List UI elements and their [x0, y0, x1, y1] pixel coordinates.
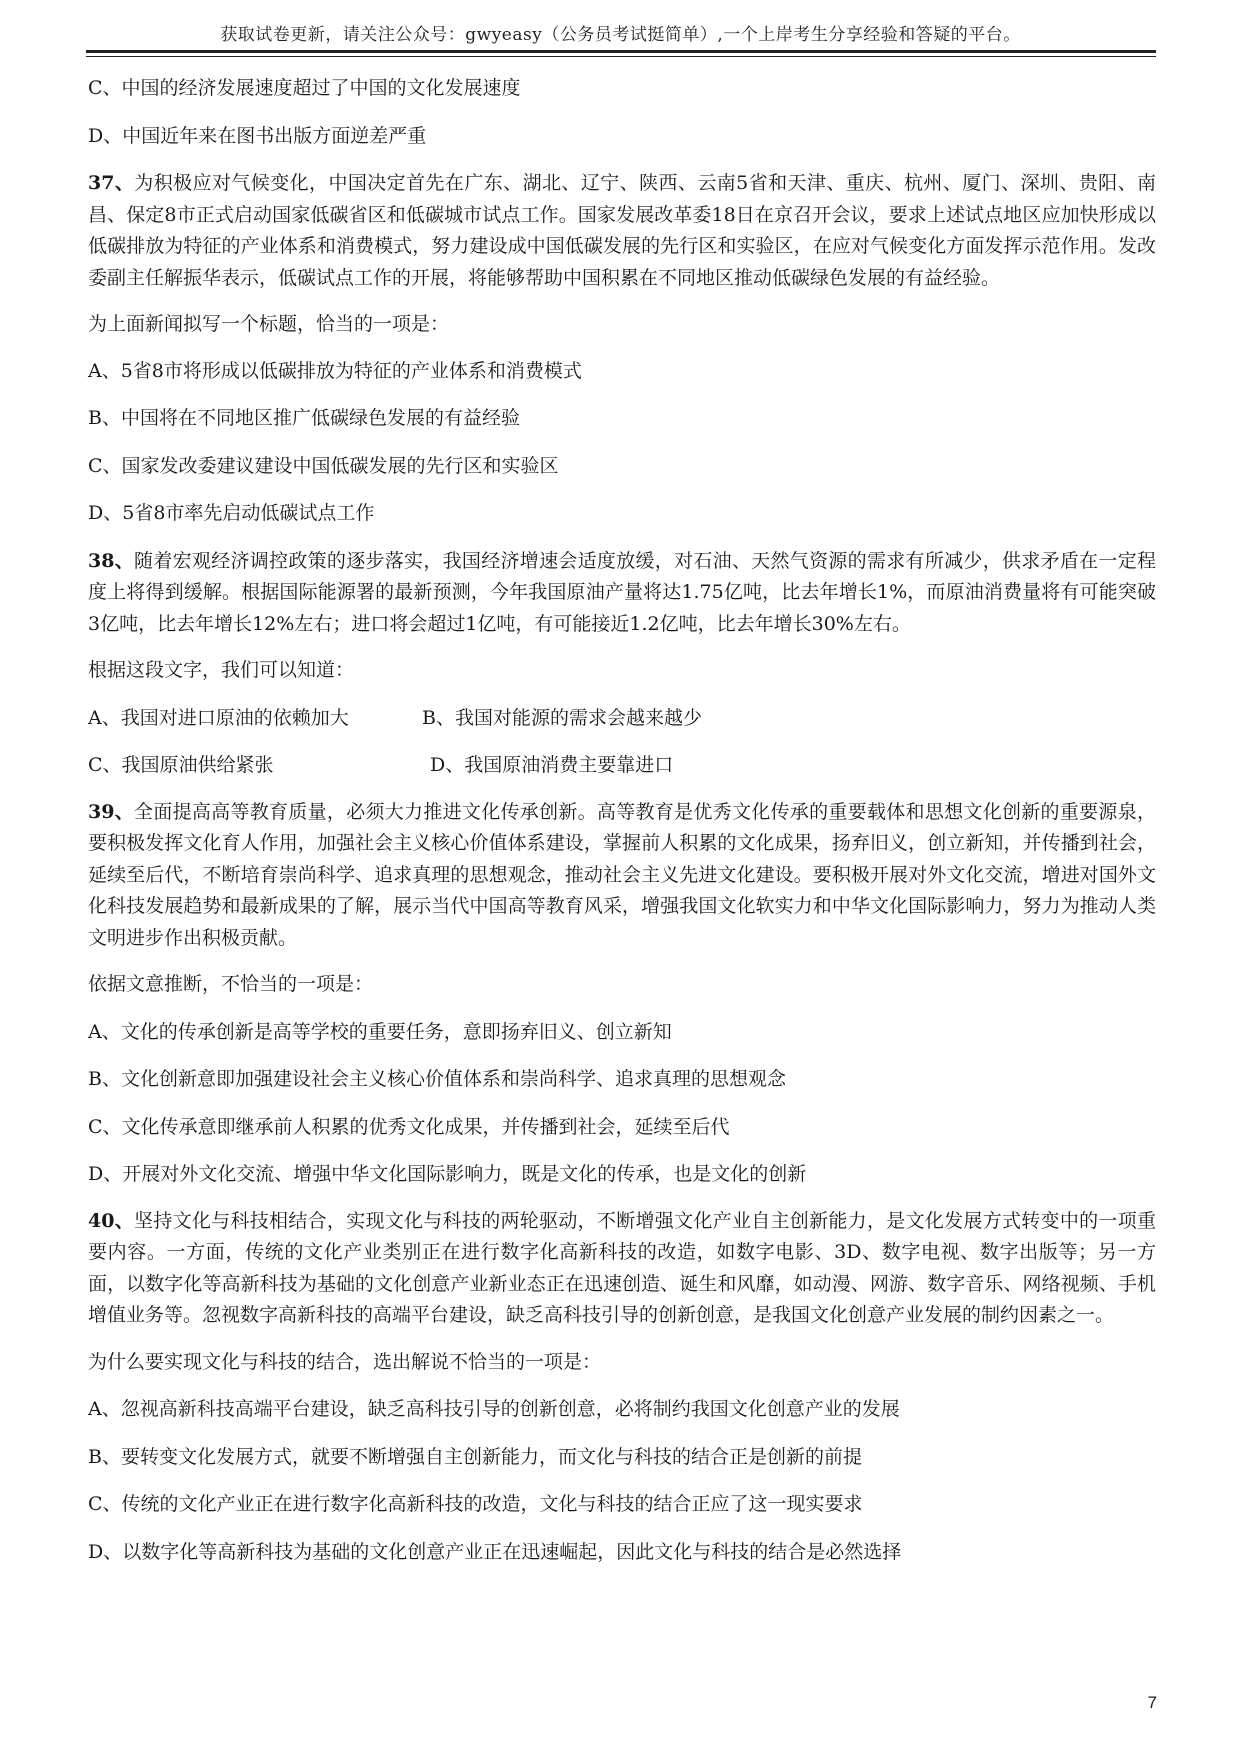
option-b: B、我国对能源的需求会越来越少	[422, 706, 702, 729]
page-header: 获取试卷更新，请关注公众号：gwyeasy（公务员考试挺简单）,一个上岸考生分享经验和答疑的平台。	[220, 25, 1021, 45]
page-number: 7	[1147, 1693, 1157, 1712]
prev-option-d: D、中国近年来在图书出版方面逆差严重	[88, 124, 427, 147]
question-37	[88, 168, 1156, 294]
options-row-cd	[88, 750, 1156, 782]
option-d: D、5省8市率先启动低碳试点工作	[88, 502, 375, 524]
option-a: A、我国对进口原油的依赖加大	[88, 706, 349, 729]
question-prompt: 为什么要实现文化与科技的结合，选出解说不恰当的一项是：	[88, 1350, 602, 1373]
question-prompt: 依据文意推断，不恰当的一项是：	[88, 973, 374, 995]
question-text: 随着宏观经济调控政策的逐步落实，我国经济增速会适度放缓，对石油、天然气资源的需求有所减少，供求矛盾在一定程度上将得到缓解。根据国际能源署的最新预测，今年我国原油产量将达1.75亿吨，比去年增长1%，而原油消费量将有可能突破3亿吨，比去年增长12%左右；进口将会超过1亿吨，有可能接近1.2亿吨，比去年增长30%左右。	[88, 549, 1156, 635]
option-c: C、文化传承意即继承前人积累的优秀文化成果，并传播到社会，延续至后代	[88, 1115, 730, 1138]
option-a: A、文化的传承创新是高等学校的重要任务，意即扬弃旧义、创立新知	[88, 1020, 672, 1043]
question-text: 全面提高高等教育质量，必须大力推进文化传承创新。高等教育是优秀文化传承的重要载体和思想文化创新的重要源泉，要积极发挥文化育人作用，加强社会主义核心价值体系建设，掌握前人积累的文化成果，扬弃旧义，创立新知，并传播到社会，延续至后代，不断培育崇尚科学、追求真理的思想观念，推动社会主义先进文化建设。要积极开展对外文化交流，增进对国外文化科技发展趋势和最新成果的了解，展示当代中国高等教育风采，增强我国文化软实力和中华文化国际影响力，努力为推动人类文明进步作出积极贡献。	[88, 800, 1156, 949]
option-b: B、中国将在不同地区推广低碳绿色发展的有益经验	[88, 407, 520, 429]
option-a: A、忽视高新科技高端平台建设，缺乏高科技引导的创新创意，必将制约我国文化创意产业的发展	[88, 1398, 900, 1420]
option-d: D、以数字化等高新科技为基础的文化创意产业正在迅速崛起，因此文化与科技的结合是必然选择	[88, 1540, 902, 1563]
option-c: C、传统的文化产业正在进行数字化高新科技的改造，文化与科技的结合正应了这一现实要求	[88, 1493, 863, 1515]
options-row-ab	[88, 703, 1156, 735]
question-number: 37、	[88, 172, 135, 194]
header-rule-thin	[86, 56, 1156, 57]
question-prompt: 为上面新闻拟写一个标题，恰当的一项是：	[88, 313, 450, 335]
option-a: A、5省8市将形成以低碳排放为特征的产业体系和消费模式	[88, 359, 582, 382]
question-number: 39、	[88, 800, 135, 823]
question-number: 38、	[88, 549, 135, 572]
question-39	[88, 797, 1156, 955]
header-rule-thick	[86, 50, 1156, 53]
option-d: D、开展对外文化交流、增强中华文化国际影响力，既是文化的传承，也是文化的创新	[88, 1163, 807, 1185]
question-prompt: 根据这段文字，我们可以知道：	[88, 659, 355, 681]
option-d: D、我国原油消费主要靠进口	[430, 754, 674, 776]
question-number: 40、	[88, 1209, 135, 1232]
question-text: 坚持文化与科技相结合，实现文化与科技的两轮驱动，不断增强文化产业自主创新能力，是文化发展方式转变中的一项重要内容。一方面，传统的文化产业类别正在进行数字化高新科技的改造，如数字电影、3D、数字电视、数字出版等；另一方面，以数字化等高新科技为基础的文化创意产业新业态正在迅速创造、诞生和风靡，如动漫、网游、数字音乐、网络视频、手机增值业务等。忽视数字高新科技的高端平台建设，缺乏高科技引导的创新创意，是我国文化创意产业发展的制约因素之一。	[88, 1209, 1156, 1326]
question-text: 为积极应对气候变化，中国决定首先在广东、湖北、辽宁、陕西、云南5省和天津、重庆、杭州、厦门、深圳、贵阳、南昌、保定8市正式启动国家低碳省区和低碳城市试点工作。国家发展改革委18日在京召开会议，要求上述试点地区应加快形成以低碳排放为特征的产业体系和消费模式，努力建设成中国低碳发展的先行区和实验区，在应对气候变化方面发挥示范作用。发改委副主任解振华表示，低碳试点工作的开展，将能够帮助中国积累在不同地区推动低碳绿色发展的有益经验。	[88, 172, 1156, 289]
option-b: B、要转变文化发展方式，就要不断增强自主创新能力，而文化与科技的结合正是创新的前提	[88, 1445, 862, 1468]
question-38	[88, 546, 1156, 641]
option-c: C、国家发改委建议建设中国低碳发展的先行区和实验区	[88, 454, 559, 477]
option-c: C、我国原油供给紧张	[88, 754, 274, 776]
prev-option-c: C、中国的经济发展速度超过了中国的文化发展速度	[88, 77, 521, 99]
page-content	[88, 73, 1156, 1568]
question-40	[88, 1206, 1156, 1332]
option-b: B、文化创新意即加强建设社会主义核心价值体系和崇尚科学、追求真理的思想观念	[88, 1068, 786, 1090]
